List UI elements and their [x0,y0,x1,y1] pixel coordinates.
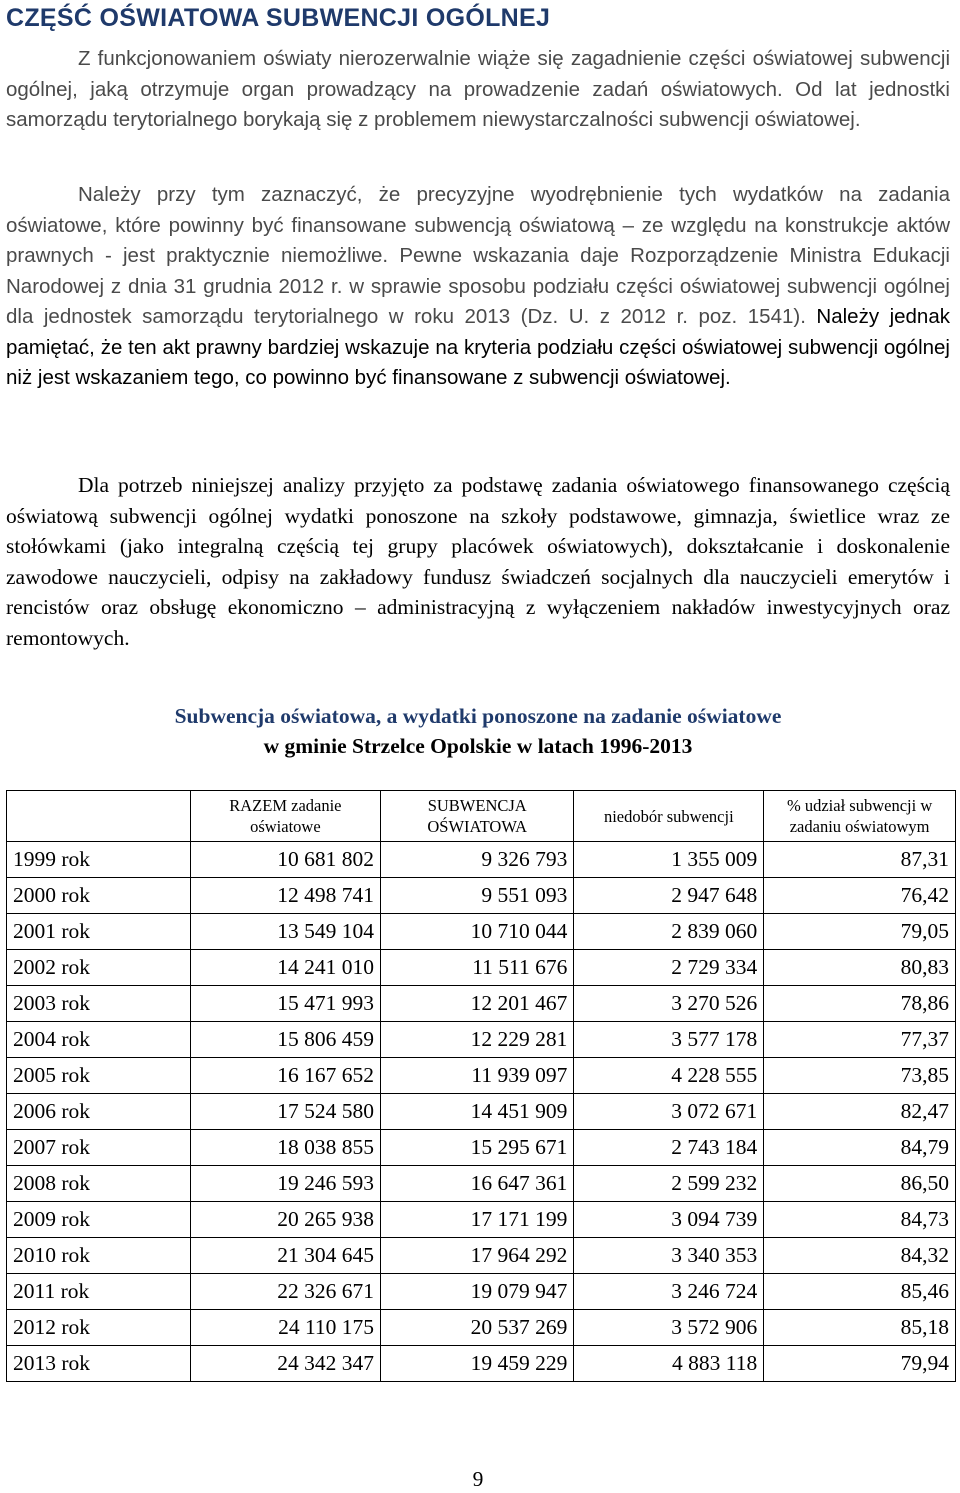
cell-year: 2012 rok [7,1310,191,1346]
table-row [7,986,956,1022]
cell-subsidy: 11 939 097 [381,1058,574,1094]
cell-subsidy: 17 171 199 [381,1202,574,1238]
cell-shortfall: 4 228 555 [574,1058,764,1094]
cell-total: 15 806 459 [190,1022,380,1058]
cell-share: 80,83 [764,950,956,986]
cell-subsidy: 16 647 361 [381,1166,574,1202]
cell-total: 24 342 347 [190,1346,380,1382]
table-row [7,1130,956,1166]
cell-shortfall: 3 072 671 [574,1094,764,1130]
cell-share: 73,85 [764,1058,956,1094]
table-row [7,1202,956,1238]
paragraph-regulation [6,180,950,394]
cell-total: 22 326 671 [190,1274,380,1310]
cell-total: 17 524 580 [190,1094,380,1130]
cell-shortfall: 3 577 178 [574,1022,764,1058]
cell-subsidy: 15 295 671 [381,1130,574,1166]
cell-year: 2009 rok [7,1202,191,1238]
table-title-line2: w gminie Strzelce Opolskie w latach 1996-2013 [263,734,693,758]
table-row [7,1166,956,1202]
cell-shortfall: 2 947 648 [574,878,764,914]
cell-total: 24 110 175 [190,1310,380,1346]
cell-share: 76,42 [764,878,956,914]
cell-share: 85,46 [764,1274,956,1310]
cell-year: 2000 rok [7,878,191,914]
header-share: % udział subwencji w zadaniu oświatowym [764,791,956,842]
cell-share: 84,32 [764,1238,956,1274]
cell-share: 84,73 [764,1202,956,1238]
table-row [7,914,956,950]
cell-total: 19 246 593 [190,1166,380,1202]
cell-year: 2003 rok [7,986,191,1022]
table-row [7,1310,956,1346]
table-row [7,1058,956,1094]
cell-share: 82,47 [764,1094,956,1130]
cell-subsidy: 9 551 093 [381,878,574,914]
cell-total: 20 265 938 [190,1202,380,1238]
cell-share: 85,18 [764,1310,956,1346]
cell-total: 18 038 855 [190,1130,380,1166]
cell-shortfall: 2 743 184 [574,1130,764,1166]
cell-total: 12 498 741 [190,878,380,914]
cell-subsidy: 12 201 467 [381,986,574,1022]
cell-share: 84,79 [764,1130,956,1166]
cell-subsidy: 10 710 044 [381,914,574,950]
cell-year: 2011 rok [7,1274,191,1310]
table-body [7,842,956,1382]
cell-shortfall: 2 599 232 [574,1166,764,1202]
cell-year: 1999 rok [7,842,191,878]
cell-subsidy: 19 459 229 [381,1346,574,1382]
cell-subsidy: 9 326 793 [381,842,574,878]
cell-year: 2002 rok [7,950,191,986]
cell-share: 79,05 [764,914,956,950]
cell-shortfall: 4 883 118 [574,1346,764,1382]
table-title [6,701,950,761]
cell-total: 16 167 652 [190,1058,380,1094]
header-total: RAZEM zadanie oświatowe [190,791,380,842]
cell-year: 2013 rok [7,1346,191,1382]
cell-shortfall: 3 270 526 [574,986,764,1022]
table-row [7,842,956,878]
cell-share: 79,94 [764,1346,956,1382]
table-title-line1: Subwencja oświatowa, a wydatki ponoszone na zadanie oświatowe [174,704,782,728]
table-row [7,950,956,986]
cell-year: 2010 rok [7,1238,191,1274]
cell-subsidy: 12 229 281 [381,1022,574,1058]
section-heading: CZĘŚĆ OŚWIATOWA SUBWENCJI OGÓLNEJ [6,4,551,32]
cell-subsidy: 11 511 676 [381,950,574,986]
subsidy-table [6,790,956,1382]
cell-shortfall: 3 246 724 [574,1274,764,1310]
paragraph-analysis-basis: Dla potrzeb niniejszej analizy przyjęto za podstawę zadania oświatowego finansowanego częścią oświatową subwencji ogólnej wydatki ponoszone na szkoły podstawowe, gimnazja, świetlice wraz ze stołówkami (jako integralną częścią tej grupy placówek oświatowych), dokształcanie i doskonalenie zawodowe nauczycieli, odpisy na zakładowy fundusz świadczeń socjalnych dla nauczycieli emerytów i rencistów oraz obsługę ekonomiczno – administracyjną z wyłączeniem nakładów inwestycyjnych oraz remontowych. [6,473,950,650]
cell-year: 2006 rok [7,1094,191,1130]
cell-subsidy: 19 079 947 [381,1274,574,1310]
table-row [7,878,956,914]
table-header-row [7,791,956,842]
page-number: 9 [472,1467,484,1491]
cell-share: 87,31 [764,842,956,878]
cell-shortfall: 3 572 906 [574,1310,764,1346]
cell-year: 2001 rok [7,914,191,950]
table-row [7,1238,956,1274]
table-row [7,1094,956,1130]
paragraph-regulation-main: Należy przy tym zaznaczyć, że precyzyjne wyodrębnienie tych wydatków na zadania oświatowe, które powinny być finansowane subwencją oświatową – ze względu na konstrukcje aktów prawnych - jest praktycznie niemożliwe. Pewne wskazania daje Rozporządzenie Ministra Edukacji Narodowej z dnia 31 grudnia 2012 r. w sprawie sposobu podziału części oświatowej subwencji ogólnej dla jednostek samorządu terytorialnego w roku 2013 (Dz. U. z 2012 r. poz. 1541). [6,183,950,328]
cell-total: 15 471 993 [190,986,380,1022]
cell-shortfall: 1 355 009 [574,842,764,878]
cell-shortfall: 3 340 353 [574,1238,764,1274]
cell-total: 14 241 010 [190,950,380,986]
header-shortfall: niedobór subwencji [574,791,764,842]
cell-total: 10 681 802 [190,842,380,878]
cell-total: 13 549 104 [190,914,380,950]
cell-year: 2008 rok [7,1166,191,1202]
cell-shortfall: 2 839 060 [574,914,764,950]
cell-subsidy: 20 537 269 [381,1310,574,1346]
table-row [7,1274,956,1310]
cell-year: 2007 rok [7,1130,191,1166]
cell-share: 86,50 [764,1166,956,1202]
cell-share: 78,86 [764,986,956,1022]
cell-share: 77,37 [764,1022,956,1058]
header-subsidy: SUBWENCJA OŚWIATOWA [381,791,574,842]
cell-total: 21 304 645 [190,1238,380,1274]
paragraph-intro: Z funkcjonowaniem oświaty nierozerwalnie wiąże się zagadnienie części oświatowej subwencji ogólnej, jaką otrzymuje organ prowadzący na prowadzenie zadań oświatowych. Od lat jednostki samorządu terytorialnego borykają się z problemem niewystarczalności subwencji oświatowej. [6,47,950,131]
header-year [7,791,191,842]
cell-year: 2004 rok [7,1022,191,1058]
table-row [7,1346,956,1382]
cell-subsidy: 17 964 292 [381,1238,574,1274]
cell-shortfall: 3 094 739 [574,1202,764,1238]
cell-subsidy: 14 451 909 [381,1094,574,1130]
cell-shortfall: 2 729 334 [574,950,764,986]
paragraph-regulation-tail: Należy jednak pamiętać, że ten akt prawny bardziej wskazuje na kryteria podziału części oświatowej subwencji ogólnej niż jest wskazaniem tego, co powinno być finansowane z subwencji oświatowej. [6,305,950,389]
cell-year: 2005 rok [7,1058,191,1094]
table-row [7,1022,956,1058]
